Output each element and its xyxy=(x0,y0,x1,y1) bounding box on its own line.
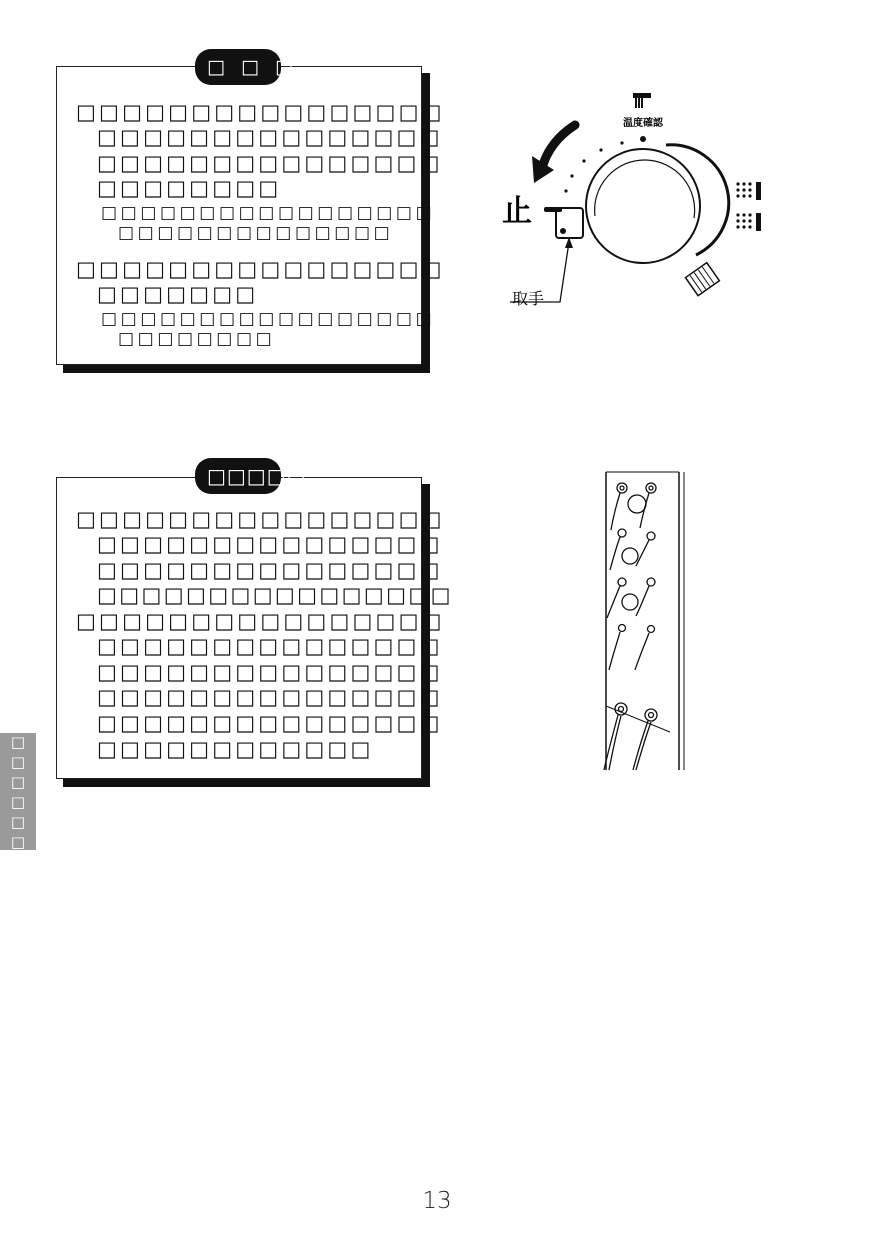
bottom-text-line: □□□□□□□□□□□□□□□□ xyxy=(97,583,453,607)
wall-valve-panel-illustration xyxy=(590,466,690,776)
temperature-knob-illustration xyxy=(480,80,780,320)
top-text-line: □□□□□□□□□□□□□□ xyxy=(118,223,394,243)
top-text-line: □□□□□□□□ xyxy=(118,329,276,349)
bottom-text-line: □□□□□□□□□□□□□□□ xyxy=(97,558,443,582)
top-text-line: □□□□□□□□□□□□□□□□□ xyxy=(101,203,436,223)
top-text-line: □□□□□□□□□□□□□□□ xyxy=(97,125,443,149)
top-text-line: □□□□□□□□□□□□□□□ xyxy=(97,151,443,175)
bottom-text-line: □□□□□□□□□□□□□□□ xyxy=(97,685,443,709)
bottom-text-line: □□□□□□□□□□□□ xyxy=(97,737,374,761)
top-text-line: □□□□□□□□ xyxy=(97,176,282,200)
bottom-text-line: □□□□□□□□□□□□□□□□ xyxy=(76,507,445,531)
top-panel-title: □ □ □ xyxy=(195,49,281,85)
handle-label: 取手 xyxy=(512,289,545,308)
top-text-line: □□□□□□□□□□□□□□□□□ xyxy=(101,309,436,329)
top-text-line: □□□□□□□□□□□□□□□□ xyxy=(76,257,445,281)
bottom-text-line: □□□□□□□□□□□□□□□ xyxy=(97,660,443,684)
faucet-icon xyxy=(633,93,651,108)
temperature-marks xyxy=(736,182,761,231)
section-side-tab: □□□□□□ xyxy=(0,733,36,850)
top-text-line: □□□□□□□□□□□□□□□□ xyxy=(76,100,445,124)
temp-check-label: 温度確認 xyxy=(623,118,663,129)
bottom-text-line: □□□□□□□□□□□□□□□□ xyxy=(76,609,445,633)
bottom-text-line: □□□□□□□□□□□□□□□ xyxy=(97,532,443,556)
top-text-line: □□□□□□□ xyxy=(97,282,259,306)
page-number: 13 xyxy=(422,1188,452,1214)
bottom-text-line: □□□□□□□□□□□□□□□ xyxy=(97,711,443,735)
bottom-text-line: □□□□□□□□□□□□□□□ xyxy=(97,634,443,658)
bottom-panel-title: □□□□□ xyxy=(195,458,281,494)
stop-label: 止 xyxy=(502,194,532,229)
